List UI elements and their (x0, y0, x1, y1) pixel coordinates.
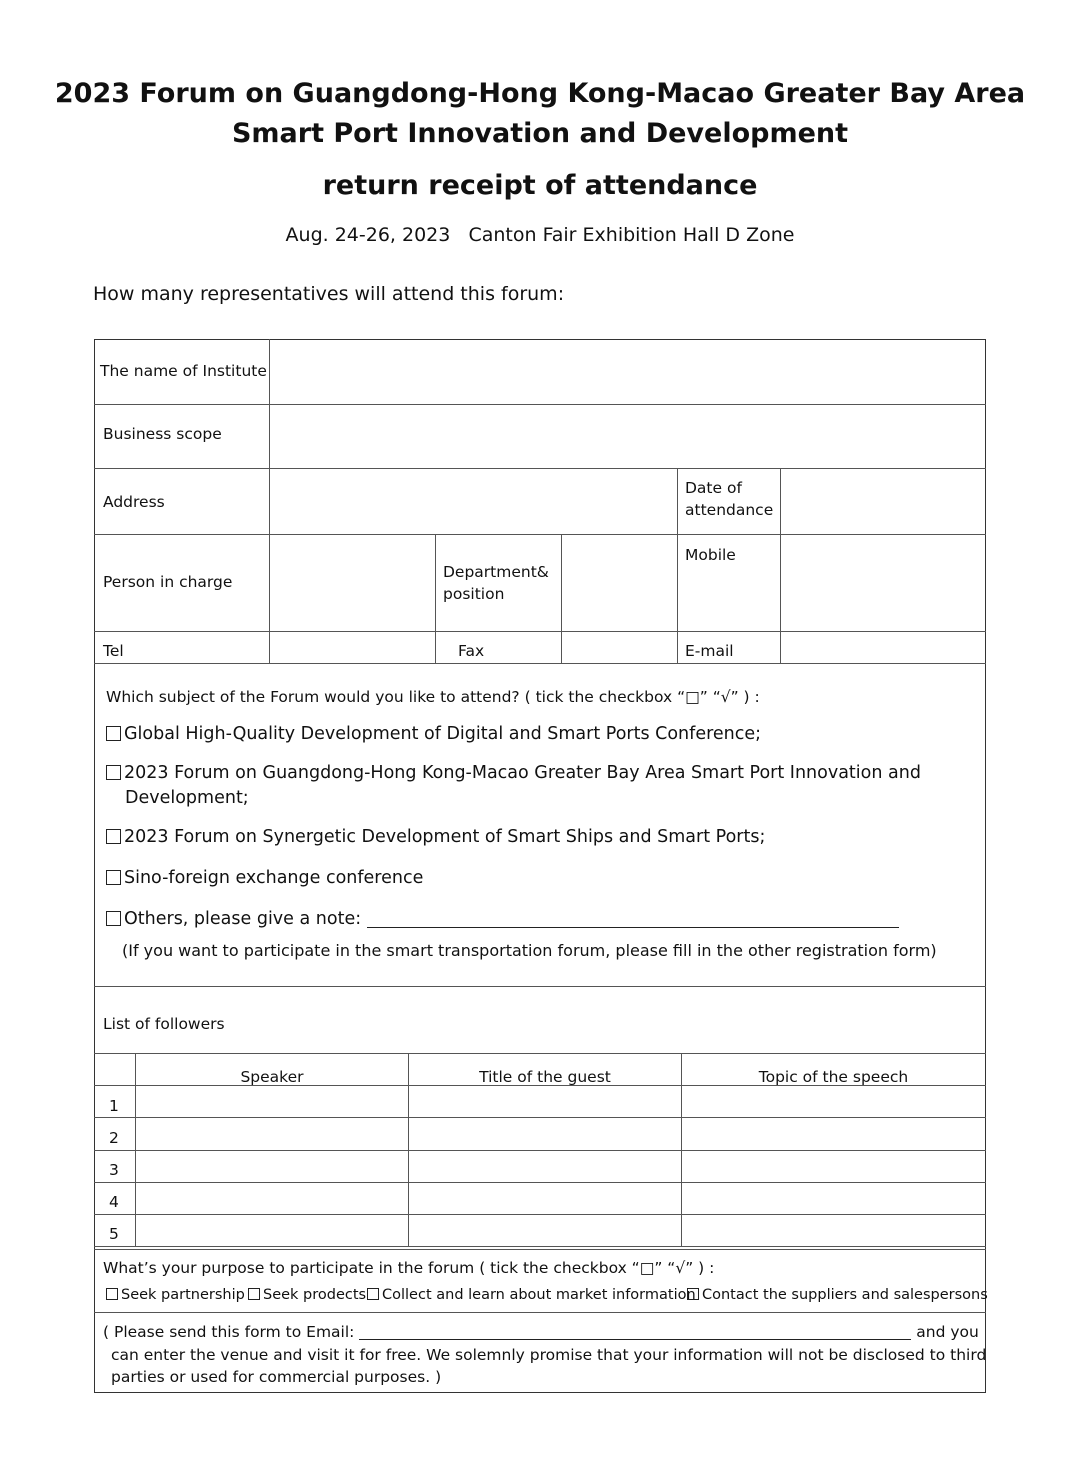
footer-line-3: parties or used for commercial purposes. ) (111, 1368, 442, 1386)
row-number: 5 (109, 1225, 119, 1243)
row-divider (94, 1117, 986, 1118)
purpose-option[interactable]: Seek partnership (106, 1285, 245, 1305)
address-label: Address (103, 493, 165, 511)
person-label: Person in charge (103, 573, 233, 591)
page-title (0, 74, 1080, 154)
row-divider (94, 1249, 986, 1250)
row-number: 4 (109, 1193, 119, 1211)
email-input[interactable] (781, 632, 985, 663)
checkbox[interactable] (367, 1288, 379, 1300)
subject-option[interactable]: Global High-Quality Development of Digital and Smart Ports Conference; (106, 722, 761, 747)
row-divider (94, 1214, 986, 1215)
fax-input[interactable] (562, 632, 677, 663)
date-label: Date of attendance (685, 479, 774, 519)
subject-footnote: (If you want to participate in the smart transportation forum, please fill in the other registration form) (122, 941, 937, 960)
title-line-1: 2023 Forum on Guangdong-Hong Kong-Macao Greater Bay Area (54, 78, 1026, 109)
date-input[interactable] (781, 469, 985, 534)
subject-option[interactable]: 2023 Forum on Guangdong-Hong Kong-Macao Greater Bay Area Smart Port Innovation and (106, 761, 921, 786)
note-input[interactable] (367, 910, 899, 928)
business-scope-input[interactable] (270, 405, 985, 468)
checkbox[interactable] (106, 1288, 118, 1300)
subject-option[interactable]: Sino-foreign exchange conference (106, 866, 423, 891)
footer-line-2: can enter the venue and visit it for free. We solemnly promise that your information will not be disclosed to third (111, 1346, 987, 1364)
mobile-label: Mobile (685, 546, 736, 564)
subject-prompt: Which subject of the Forum would you like to attend? ( tick the checkbox “□” “√” ) : (106, 688, 760, 706)
checkbox[interactable] (106, 829, 121, 844)
checkbox[interactable] (687, 1288, 699, 1300)
col-divider (435, 534, 436, 663)
checkbox[interactable] (106, 726, 121, 741)
checkbox[interactable] (106, 870, 121, 885)
person-input[interactable] (270, 535, 435, 631)
business-scope-label: Business scope (103, 425, 222, 443)
row-number: 3 (109, 1161, 119, 1179)
col-divider (677, 468, 678, 663)
column-header-speaker: Speaker (240, 1068, 304, 1086)
column-header-topic: Topic of the speech (758, 1068, 909, 1086)
department-input[interactable] (562, 535, 677, 631)
institute-input[interactable] (270, 340, 985, 404)
column-header-title: Title of the guest (479, 1068, 611, 1086)
representatives-question: How many representatives will attend this forum: (93, 283, 565, 305)
fax-label: Fax (458, 642, 485, 660)
tel-label: Tel (103, 642, 124, 660)
subject-option[interactable]: 2023 Forum on Synergetic Development of Smart Ships and Smart Ports; (106, 825, 765, 850)
row-number: 1 (109, 1097, 119, 1115)
title-line-2: Smart Port Innovation and Development (231, 118, 849, 149)
row-divider (94, 1182, 986, 1183)
row-divider (94, 1312, 986, 1313)
purpose-option[interactable]: Contact the suppliers and salespersons (687, 1285, 988, 1305)
row-divider (94, 1150, 986, 1151)
form-title: return receipt of attendance (322, 170, 758, 201)
purpose-prompt: What’s your purpose to participate in the forum ( tick the checkbox “□” “√” ) : (103, 1259, 715, 1277)
footer-line-1: ( Please send this form to Email: and you (103, 1323, 979, 1341)
department-label: Department& position (443, 563, 549, 603)
checkbox[interactable] (248, 1288, 260, 1300)
row-divider (94, 986, 986, 987)
subject-option-continued: Development; (125, 788, 249, 808)
email-label: E-mail (685, 642, 734, 660)
institute-label: The name of Institute (100, 362, 267, 380)
checkbox[interactable] (106, 765, 121, 780)
row-divider (94, 1053, 986, 1054)
row-divider (94, 663, 986, 664)
address-input[interactable] (270, 469, 677, 534)
followers-label: List of followers (103, 1015, 225, 1033)
row-divider (94, 1246, 986, 1247)
email-address-blank[interactable] (359, 1324, 911, 1340)
row-number: 2 (109, 1129, 119, 1147)
purpose-option[interactable]: Seek prodects (248, 1285, 366, 1305)
purpose-option[interactable]: Collect and learn about market information (367, 1285, 696, 1305)
tel-input[interactable] (270, 632, 435, 663)
checkbox[interactable] (106, 911, 121, 926)
mobile-input[interactable] (781, 535, 985, 631)
subject-option-other[interactable]: Others, please give a note: (106, 907, 899, 932)
date-venue: Aug. 24-26, 2023 Canton Fair Exhibition Hall D Zone (285, 224, 795, 246)
